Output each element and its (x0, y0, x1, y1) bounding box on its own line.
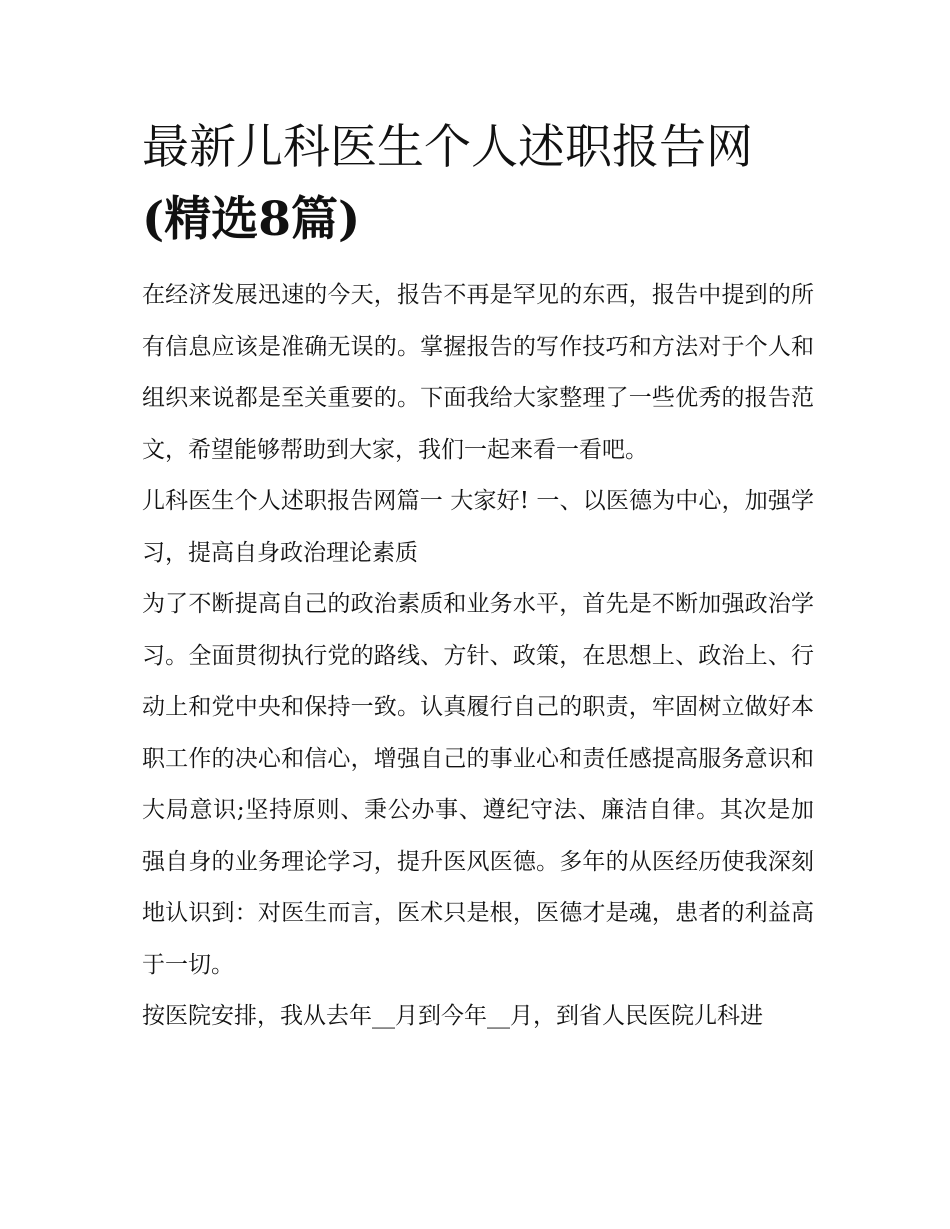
document-page (142, 112, 814, 1043)
title-number: 8 (258, 192, 291, 247)
title-paren-open: (精选 (142, 192, 259, 247)
section-heading-paragraph: 儿科医生个人述职报告网篇一 大家好! 一、以医德为中心，加强学习，提高自身政治理论素质 (142, 488, 814, 566)
body-paragraph: 为了不断提高自己的政治素质和业务水平，首先是不断加强政治学习。全面贯彻执行党的路线、方针、政策，在思想上、政治上、行动上和党中央和保持一致。认真履行自己的职责，牢固树立做好本职工作的决心和信心，增强自己的事业心和责任感提高服务意识和大局意识;坚持原则、秉公办事、遵纪守法、廉洁自律。其次是加强自身的业务理论学习，提升医风医德。多年的从医经历使我深刻地认识到：对医生而言，医术只是根，医德才是魂，患者的利益高于一切。 (142, 591, 814, 978)
body-paragraph-continued: 按医院安排，我从去年__月到今年__月，到省人民医院儿科进 (142, 1003, 763, 1029)
title-paren-close: 篇) (290, 192, 361, 247)
intro-paragraph: 在经济发展迅速的今天，报告不再是罕见的东西，报告中提到的所有信息应该是准确无误的。掌握报告的写作技巧和方法对于个人和组织来说都是至关重要的。下面我给大家整理了一些优秀的报告范文，希望能够帮助到大家，我们一起来看一看吧。 (142, 282, 814, 463)
title-line-1: 最新儿科医生个人述职报告网 (142, 120, 753, 175)
document-title (142, 112, 814, 256)
